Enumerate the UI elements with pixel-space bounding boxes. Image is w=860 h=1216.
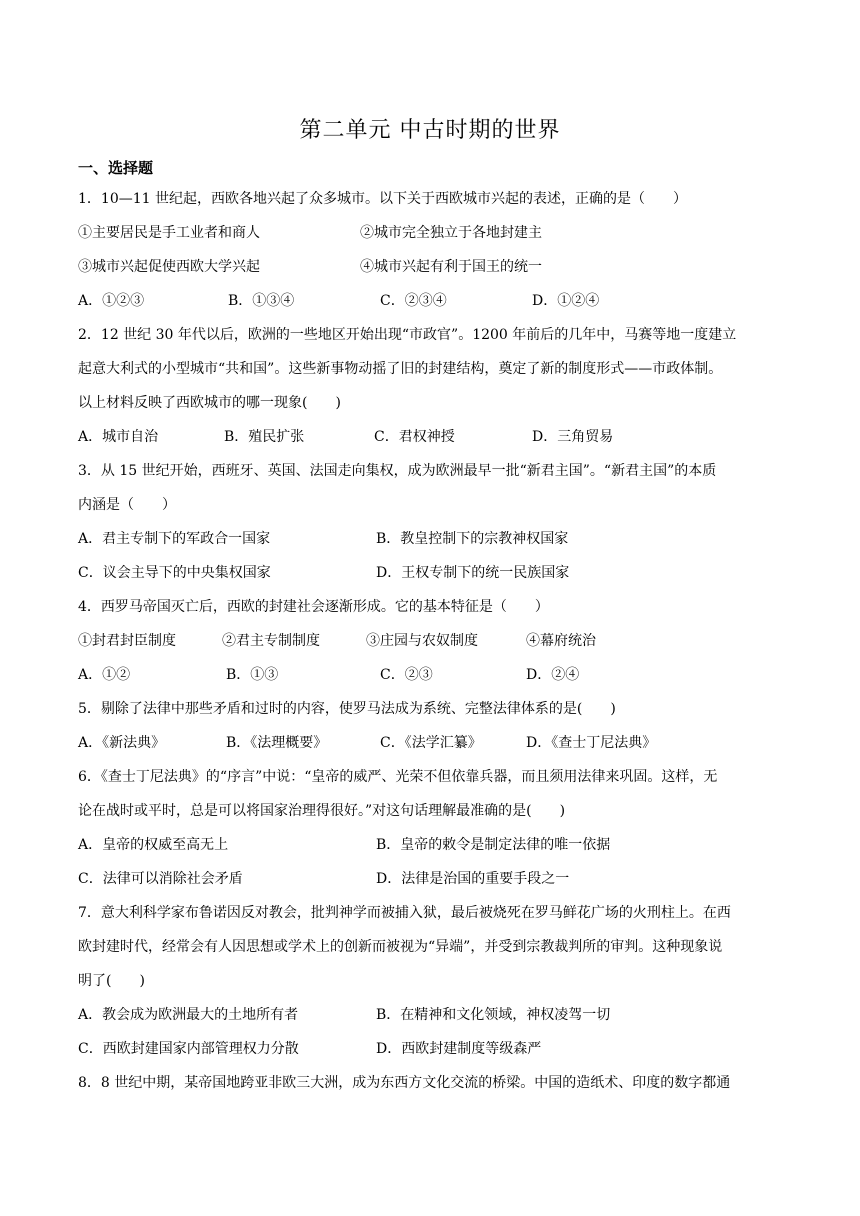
question-3-line-1: 3．从 15 世纪开始，西班牙、英国、法国走向集权，成为欧洲最早一批“新君主国”。“新君主国”的本质: [78, 463, 717, 479]
question-1-item-1: ①主要居民是手工业者和商人: [78, 225, 260, 241]
question-6-option-b: B．皇帝的敕令是制定法律的唯一依据: [376, 837, 611, 853]
question-7-option-c: C．西欧封建国家内部管理权力分散: [78, 1041, 299, 1057]
question-8-line-1: 8．8 世纪中期，某帝国地跨亚非欧三大洲，成为东西方文化交流的桥梁。中国的造纸术、印度的数字都通: [78, 1075, 731, 1091]
question-1-item-2: ②城市完全独立于各地封建主: [360, 225, 542, 241]
question-6-line-2: 论在战时或平时，总是可以将国家治理得很好。”对这句话理解最准确的是( ): [78, 803, 566, 819]
question-3-options-row-1: [78, 529, 798, 549]
question-1-option-c: C．②③④: [380, 293, 447, 309]
question-1-stem: 1．10—11 世纪起，西欧各地兴起了众多城市。以下关于西欧城市兴起的表述，正确的是（ ）: [78, 191, 687, 207]
question-7-options-row-1: [78, 1005, 798, 1025]
question-4-item-4: ④幕府统治: [526, 633, 596, 649]
question-1-item-3: ③城市兴起促使西欧大学兴起: [78, 259, 260, 275]
question-7-options-row-2: [78, 1039, 798, 1059]
question-3-options-row-2: [78, 563, 798, 583]
question-5-option-d: D．《查士丁尼法典》: [526, 735, 657, 751]
question-4-option-a: A．①②: [78, 667, 131, 683]
question-3-option-a: A．君主专制下的军政合一国家: [78, 531, 271, 547]
question-2-options: [78, 427, 798, 447]
question-1-options: [78, 291, 798, 311]
question-2-option-b: B．殖民扩张: [224, 429, 305, 445]
question-1-items-row-1: [78, 223, 798, 243]
question-7-option-a: A．教会成为欧洲最大的土地所有者: [78, 1007, 299, 1023]
question-4-options: [78, 665, 798, 685]
question-2-line-1: 2．12 世纪 30 年代以后，欧洲的一些地区开始出现“市政官”。1200 年前后的几年中，马赛等地一度建立: [78, 327, 737, 343]
question-2-option-a: A．城市自治: [78, 429, 159, 445]
question-2-option-d: D．三角贸易: [532, 429, 614, 445]
question-7-option-b: B．在精神和文化领域，神权凌驾一切: [376, 1007, 611, 1023]
question-2-line-3: 以上材料反映了西欧城市的哪一现象( ): [78, 395, 341, 411]
question-1-option-b: B．①③④: [228, 293, 295, 309]
question-4-items: [78, 631, 798, 651]
question-1-option-d: D．①②④: [532, 293, 600, 309]
question-2-line-2: 起意大利式的小型城市“共和国”。这些新事物动摇了旧的封建结构，奠定了新的制度形式——市政体制。: [78, 361, 723, 377]
question-7-line-2: 欧封建时代，经常会有人因思想或学术上的创新而被视为“异端”，并受到宗教裁判所的审判。这种现象说: [78, 939, 723, 955]
question-4-option-c: C．②③: [380, 667, 433, 683]
question-6-option-a: A．皇帝的权威至高无上: [78, 837, 229, 853]
question-6-option-c: C．法律可以消除社会矛盾: [78, 871, 243, 887]
question-2-option-c: C．君权神授: [374, 429, 455, 445]
question-6-options-row-1: [78, 835, 798, 855]
question-4-option-d: D．②④: [526, 667, 580, 683]
question-7-line-1: 7．意大利科学家布鲁诺因反对教会，批判神学而被捕入狱，最后被烧死在罗马鲜花广场的火刑柱上。在西: [78, 905, 731, 921]
question-3-option-d: D．王权专制下的统一民族国家: [376, 565, 570, 581]
page-title: 第二单元 中古时期的世界: [299, 118, 561, 143]
question-7-option-d: D．西欧封建制度等级森严: [376, 1041, 542, 1057]
question-6-option-d: D．法律是治国的重要手段之一: [376, 871, 570, 887]
question-7-line-3: 明了( ): [78, 973, 145, 989]
question-6-line-1: 6．《查士丁尼法典》的“序言”中说：“皇帝的威严、光荣不但依靠兵器，而且须用法律来巩固。这样，无: [78, 769, 718, 785]
question-3-option-c: C．议会主导下的中央集权国家: [78, 565, 271, 581]
question-3-option-b: B．教皇控制下的宗教神权国家: [376, 531, 569, 547]
question-1-option-a: A．①②③: [78, 293, 145, 309]
question-5-option-b: B．《法理概要》: [226, 735, 328, 751]
question-6-options-row-2: [78, 869, 798, 889]
question-5-option-a: A．《新法典》: [78, 735, 166, 751]
question-5-options: [78, 733, 798, 753]
question-4-item-1: ①封君封臣制度: [78, 633, 176, 649]
question-4-stem: 4．西罗马帝国灭亡后，西欧的封建社会逐渐形成。它的基本特征是（ ）: [78, 599, 549, 615]
question-1-items-row-2: [78, 257, 798, 277]
question-3-line-2: 内涵是（ ）: [78, 497, 176, 513]
question-4-option-b: B．①③: [226, 667, 279, 683]
question-5-stem: 5．剔除了法律中那些矛盾和过时的内容，使罗马法成为系统、完整法律体系的是( ): [78, 701, 616, 717]
question-1-item-4: ④城市兴起有利于国王的统一: [360, 259, 542, 275]
question-4-item-3: ③庄园与农奴制度: [366, 633, 478, 649]
question-4-item-2: ②君主专制制度: [222, 633, 320, 649]
question-5-option-c: C．《法学汇纂》: [380, 735, 482, 751]
section-heading: 一、选择题: [78, 159, 154, 177]
